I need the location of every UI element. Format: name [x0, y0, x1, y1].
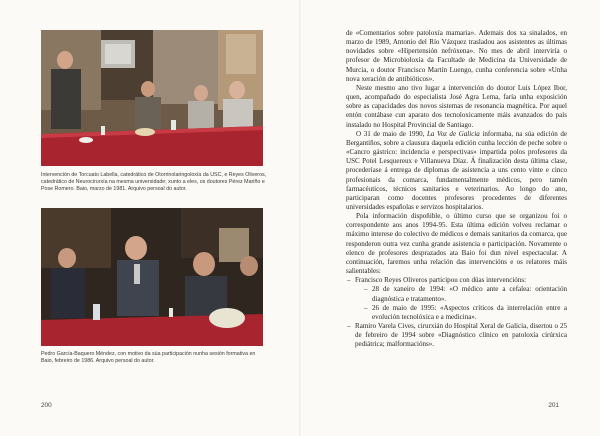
- list-item-varela-cives: – Ramiro Varela Cives, cirurxián do Hospital Xeral de Galicia, disertou o 25 de febreiro de 1994 sobre «Diagnóstico clínico en patoloxía cirúrxica pediátrica; malformacións».: [346, 322, 567, 349]
- sub-list: [355, 285, 567, 322]
- paragraph-3-start: O 31 de maio de 1990,: [356, 129, 427, 138]
- paragraph-1: de «Comentarios sobre patoloxía mamaria». Ademais dos xa sinalados, en marzo de 1989, Antonio del Río Vázquez trasladou aos asistentes as últimas novidades sobre «Hipertensión nefróxena». No mes de abril interviría o profesor de Microbioloxía da Facultade de Medicina da Universidade de Murcia, o doutor Francisco Martín Luengo, cunha conferencia sobre «Unha nova xeración de antibióticos».: [346, 29, 567, 83]
- photo-session-1986: [41, 208, 263, 346]
- photo-conference-1981: [41, 30, 263, 166]
- photo-session-1986-image: [41, 208, 263, 346]
- caption-photo-2: Pedro García-Baquero Méndez, con motivo da súa participación nunha sesión formativa en Baio, febreiro de 1986. Arquivo persoal do autor.: [41, 351, 256, 365]
- body-text: [346, 29, 567, 349]
- sub-list-item: – 28 de xaneiro de 1994: «O médico ante a cefalea: orientación diagnóstica e tratamento».: [355, 285, 567, 303]
- list-item-reyes-oliveros: [346, 276, 567, 322]
- sub-list-item: – 26 de maio de 1995: «Aspectos críticos da interrelación entre a evolución tecnolóxica e a medicina».: [355, 304, 567, 322]
- caption-photo-1: Intervención de Torcuato Labella, catedrático de Otorrinolaringoloxía da USC, e Reyes Oliveros, catedrático de Neurocirurxía na mesma universidade; xunto a eles, os doutores Pérez Mariño e Pose Romero. Baio, marzo de 1981. Arquivo persoal do autor.: [41, 172, 267, 193]
- page-number-right: 201: [548, 402, 559, 409]
- paragraph-3: [346, 130, 567, 212]
- paragraph-4: Pola información dispoñible, o último curso que se organizou foi o correspondente aos anos 1994-95. Esta última edición volveu reclamar o máximo interese do colectivo de médicos e demais sanitarios da comarca, que responderon outra vez cunha grande asistencia e participación. Novamente o elenco de profesores desprazados ata Baio foi dun nivel espectacular. A continuación, faremos unha relación das intervencións e os relatores máis salientables:: [346, 212, 567, 276]
- paragraph-2: Neste mesmo ano tivo lugar a intervención do doutor Luis López Ibor, quen, acompañado do especialista José Agra Lema, faría unha exposición sobre as capacidades dos novos sistemas de resonancia magnética. Por aquel entón contábase cun aparato dos tecnoloxicamente máis avanzados do país instalado no Hospital Provincial de Santiago.: [346, 83, 567, 129]
- paragraph-3-rest: informaba, na súa edición de Bergantiños, sobre a clausura daquela edición cunha lección de peche sobre o «Cancro gástrico: incidencia e perspectivas» impartida polos profesores da USC Potel Lesquereux e Villanueva Díaz. Á finalización desta última clase, procederíase á entrega de diplomas de asistencia a uns cento vinte e cinco profesionais da comarca, fundamentalmente médicos, pero tamén farmacéuticos, técnicos sanitarios e veterinarios. Ao longo do ano, participaran como docentes profesores procedentes de diferentes universidades españolas e servizos hospitalarios.: [346, 129, 567, 211]
- photo-conference-1981-image: [41, 30, 263, 166]
- list-item-text: Francisco Reyes Oliveros participou con dúas intervencións:: [355, 276, 527, 285]
- right-page: [300, 0, 600, 436]
- page-number-left: 200: [41, 402, 52, 409]
- lecture-list: [346, 276, 567, 349]
- newspaper-title: La Voz de Galicia: [427, 129, 480, 138]
